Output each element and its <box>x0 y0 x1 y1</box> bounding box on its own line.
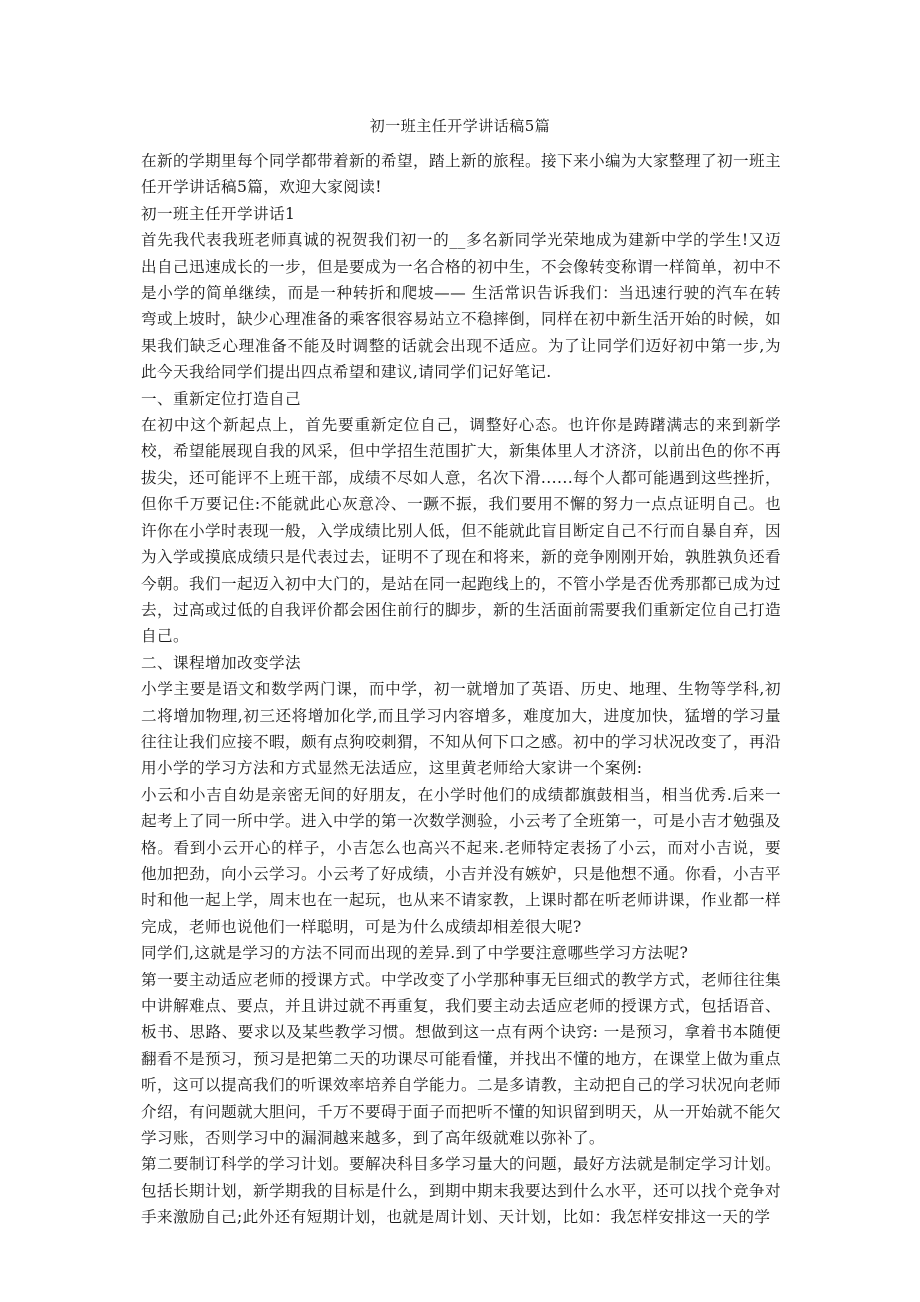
body-paragraph: 在初中这个新起点上，首先要重新定位自己，调整好心态。也许你是踌躇满志的来到新学校，希望能展现自我的风采，但中学招生范围扩大，新集体里人才济济，以前出色的你不再拔尖，还可能评不上班干部，成绩不尽如人意，名次下滑......每个人都可能遇到这些挫折，但你千万要记住:不能就此心灰意冷、一蹶不振，我们要用不懈的努力一点点证明自己。也许你在小学时表现一般，入学成绩比别人低，但不能就此盲目断定自己不行而自暴自弃，因为入学或摸底成绩只是代表过去，证明不了现在和将来，新的竞争刚刚开始，孰胜孰负还看今朝。我们一起迈入初中大门的，是站在同一起跑线上的，不管小学是否优秀那都已成为过去，过高或过低的自我评价都会困住前行的脚步，新的生活面前需要我们重新定位自己打造自己。 <box>141 416 781 646</box>
section-heading: 二、课程增加改变学法 <box>141 653 301 672</box>
document-title: 初一班主任开学讲话稿5篇 <box>369 117 551 135</box>
document-body <box>141 148 781 1231</box>
body-paragraph: 同学们,这就是学习的方法不同而出现的差异.到了中学要注意哪些学习方法呢? <box>141 944 689 963</box>
body-paragraph: 小云和小吉自幼是亲密无间的好朋友，在小学时他们的成绩都旗鼓相当，相当优秀.后来一起考上了同一所中学。进入中学的第一次数学测验，小云考了全班第一，可是小吉才勉强及格。看到小云开心的样子，小吉怎么也高兴不起来.老师特定表扬了小云，而对小吉说，要他加把劲，向小云学习。小云考了好成绩，小吉并没有嫉妒，只是他想不通。你看，小吉平时和他一起上学，周末也在一起玩，也从来不请家教，上课时都在听老师讲课，作业都一样完成，老师也说他们一样聪明，可是为什么成绩却相差很大呢? <box>141 785 781 936</box>
body-paragraph: 首先我代表我班老师真诚的祝贺我们初一的__多名新同学光荣地成为建新中学的学生!又迈出自己迅速成长的一步，但是要成为一名合格的初中生，不会像转变称谓一样简单，初中不是小学的简单继续，而是一种转折和爬坡—— 生活常识告诉我们：当迅速行驶的汽车在转弯或上坡时，缺少心理准备的乘客很容易站立不稳摔倒，同样在初中新生活开始的时候，如果我们缺乏心理准备不能及时调整的话就会出现不适应。为了让同学们迈好初中第一步,为此今天我给同学们提出四点希望和建议,请同学们记好笔记. <box>141 231 781 382</box>
body-paragraph: 第一要主动适应老师的授课方式。中学改变了小学那种事无巨细式的教学方式，老师往往集中讲解难点、要点，并且讲过就不再重复，我们要主动去适应老师的授课方式，包括语音、板书、思路、要求以及某些教学习惯。想做到这一点有两个诀窍: 一是预习，拿着书本随便翻看不是预习，预习是把第二天的功课尽可能看懂，并找出不懂的地方，在课堂上做为重点听，这可以提高我们的听课效率培养自学能力。二是多请教，主动把自己的学习状况向老师介绍，有问题就大胆问，千万不要碍于面子而把听不懂的知识留到明天，从一开始就不能欠学习账，否则学习中的漏洞越来越多，到了高年级就难以弥补了。 <box>141 970 781 1148</box>
speech-heading: 初一班主任开学讲话1 <box>141 204 296 223</box>
body-paragraph: 第二要制订科学的学习计划。要解决科目多学习量大的问题，最好方法就是制定学习计划。包括长期计划，新学期我的目标是什么，到期中期末我要达到什么水平，还可以找个竞争对手来激励自己;此外还有短期计划，也就是周计划、天计划，比如：我怎样安排这一天的学 <box>141 1155 781 1227</box>
section-heading: 一、重新定位打造自己 <box>141 389 301 408</box>
body-paragraph: 小学主要是语文和数学两门课，而中学，初一就增加了英语、历史、地理、生物等学科,初二将增加物理,初三还将增加化学,而且学习内容增多，难度加大，进度加快，猛增的学习量往往让我们应接不暇，颇有点狗咬刺猬，不知从何下口之感。初中的学习状况改变了，再沿用小学的学习方法和方式显然无法适应，这里黄老师给大家讲一个案例: <box>141 680 781 778</box>
intro-paragraph: 在新的学期里每个同学都带着新的希望，踏上新的旅程。接下来小编为大家整理了初一班主任开学讲话稿5篇，欢迎大家阅读! <box>141 152 781 197</box>
